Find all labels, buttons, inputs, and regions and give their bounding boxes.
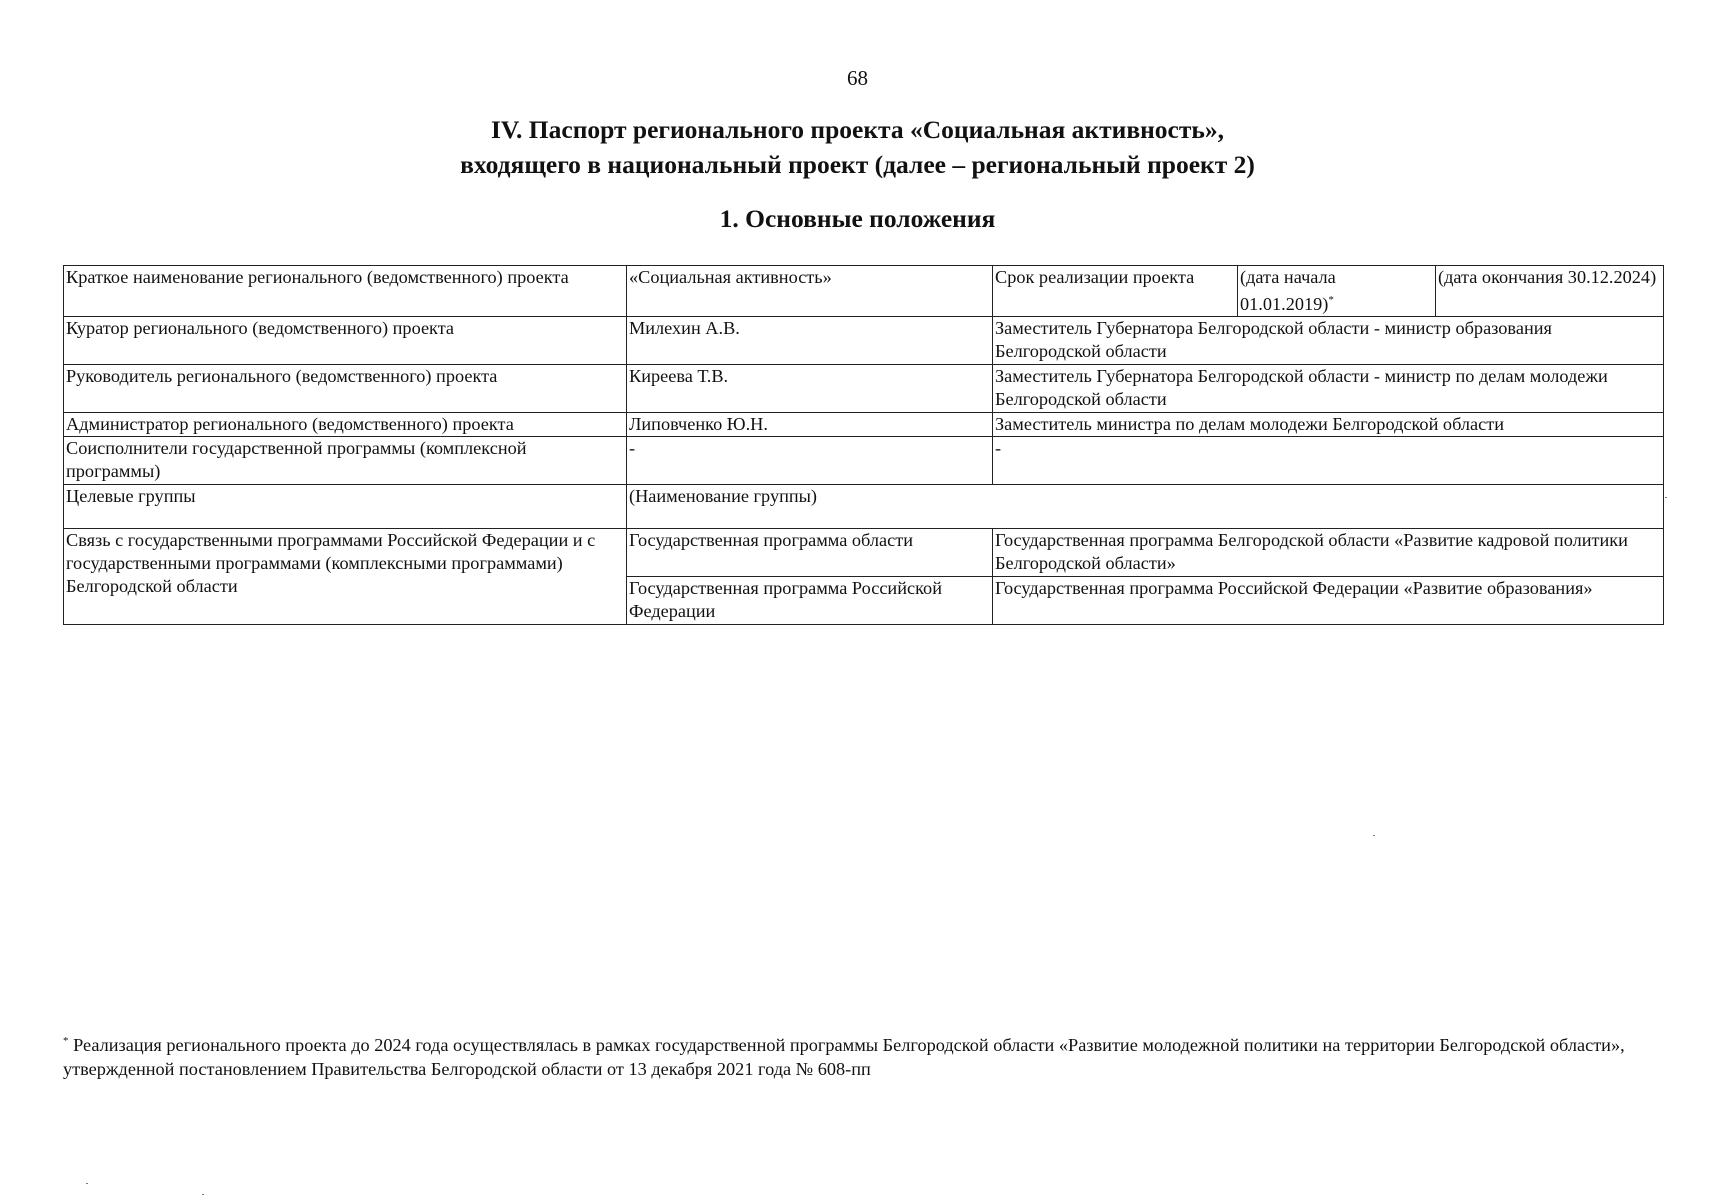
co-executors-label: Соисполнители государственной программы (комплексной программы) [64, 437, 627, 485]
start-date-cell [1238, 266, 1436, 317]
short-name-value: «Социальная активность» [627, 266, 993, 317]
start-date: (дата начала 01.01.2019) [1240, 267, 1336, 315]
curator-position: Заместитель Губернатора Белгородской области - министр образования Белгородской области [993, 317, 1664, 365]
end-date: (дата окончания 30.12.2024) [1436, 266, 1664, 317]
document-title [0, 112, 1715, 182]
project-passport-table [63, 265, 1664, 625]
administrator-label: Администратор регионального (ведомственного) проекта [64, 413, 627, 437]
table-row-head [64, 365, 1664, 413]
head-position: Заместитель Губернатора Белгородской области - министр по делам молодежи Белгородской области [993, 365, 1664, 413]
table-row-short-name [64, 266, 1664, 317]
regional-program-name: Государственная программа Белгородской области «Развитие кадровой политики Белгородской области» [993, 529, 1664, 577]
co-executors-name: - [627, 437, 993, 485]
federal-program-type: Государственная программа Российской Федерации [627, 577, 993, 625]
co-executors-position: - [993, 437, 1664, 485]
head-name: Киреева Т.В. [627, 365, 993, 413]
term-label: Срок реализации проекта [993, 266, 1238, 317]
document-title-line-1: IV. Паспорт регионального проекта «Социальная активность», [491, 115, 1224, 144]
short-name-label: Краткое наименование регионального (ведомственного) проекта [64, 266, 627, 317]
scan-speck [86, 1183, 88, 1184]
links-label: Связь с государственными программами Российской Федерации и с государственными программами (комплексными программами) Белгородской области [64, 529, 627, 625]
target-groups-value: (Наименование группы) [627, 485, 1664, 529]
section-title: 1. Основные положения [719, 204, 996, 233]
table-row-links-regional [64, 529, 1664, 577]
start-date-footnote-mark: * [1328, 294, 1334, 306]
table-row-curator [64, 317, 1664, 365]
scan-speck [1665, 497, 1667, 498]
table-row-co-executors [64, 437, 1664, 485]
curator-name: Милехин А.В. [627, 317, 993, 365]
footnote [63, 1033, 1663, 1081]
scan-speck [202, 1194, 204, 1195]
administrator-position: Заместитель министра по делам молодежи Белгородской области [993, 413, 1664, 437]
table-row-administrator [64, 413, 1664, 437]
table-row-target-groups [64, 485, 1664, 529]
regional-program-type: Государственная программа области [627, 529, 993, 577]
head-label: Руководитель регионального (ведомственного) проекта [64, 365, 627, 413]
target-groups-label: Целевые группы [64, 485, 627, 529]
document-title-line-2: входящего в национальный проект (далее – региональный проект 2) [460, 150, 1255, 179]
page-number: 68 [847, 66, 868, 90]
scan-speck [1373, 835, 1375, 836]
footnote-text: Реализация регионального проекта до 2024 года осуществлялась в рамках государственной программы Белгородской области «Развитие молодежной политики на территории Белгородской области», утвержденной постановлением Правительства Белгородской области от 13 декабря 2021 года № 608-пп [63, 1035, 1625, 1079]
administrator-name: Липовченко Ю.Н. [627, 413, 993, 437]
federal-program-name: Государственная программа Российской Федерации «Развитие образования» [993, 577, 1664, 625]
footnote-mark: * [63, 1034, 69, 1047]
curator-label: Куратор регионального (ведомственного) проекта [64, 317, 627, 365]
